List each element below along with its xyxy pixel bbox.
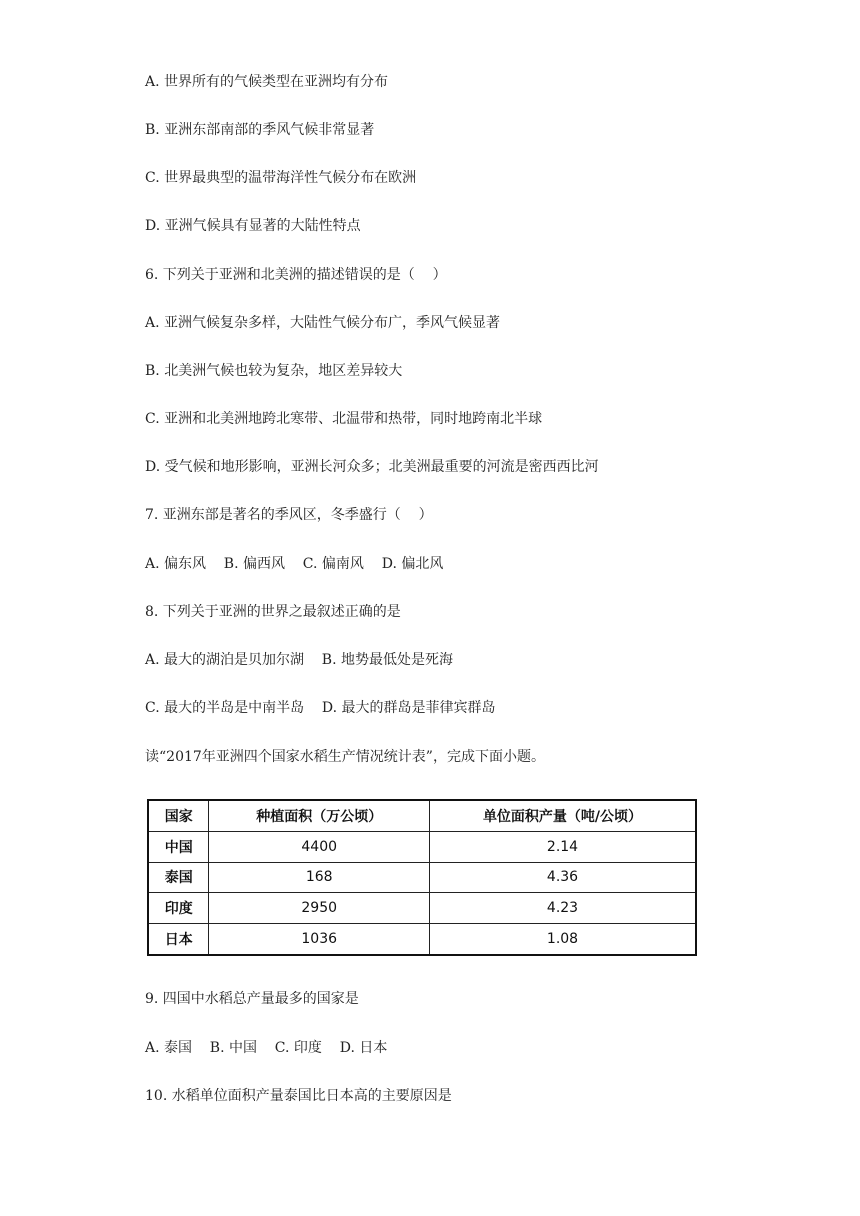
table-header-row: [148, 800, 696, 831]
cell-country: 泰国: [148, 862, 209, 893]
q6-option-a: A. 亚洲气候复杂多样，大陆性气候分布广，季风气候显著: [145, 315, 501, 331]
q5-option-c: C. 世界最典型的温带海洋性气候分布在欧洲: [145, 170, 417, 186]
table-intro: 读“2017年亚洲四个国家水稻生产情况统计表”，完成下面小题。: [145, 749, 545, 765]
header-country: 国家: [148, 800, 209, 831]
header-area: 种植面积（万公顷）: [209, 800, 430, 831]
cell-yield: 4.36: [430, 862, 697, 893]
q5-option-b: B. 亚洲东部南部的季风气候非常显著: [145, 122, 375, 138]
q6-option-c: C. 亚洲和北美洲地跨北寒带、北温带和热带，同时地跨南北半球: [145, 411, 543, 427]
q7-stem: 7. 亚洲东部是著名的季风区，冬季盛行（ ）: [145, 507, 433, 523]
q7-options: A. 偏东风 B. 偏西风 C. 偏南风 D. 偏北风: [145, 556, 444, 572]
cell-yield: 1.08: [430, 924, 697, 955]
q5-option-d: D. 亚洲气候具有显著的大陆性特点: [145, 218, 361, 234]
cell-yield: 4.23: [430, 893, 697, 924]
q9-stem: 9. 四国中水稻总产量最多的国家是: [145, 991, 359, 1007]
cell-area: 4400: [209, 831, 430, 862]
q6-option-d: D. 受气候和地形影响，亚洲长河众多；北美洲最重要的河流是密西西比河: [145, 459, 599, 475]
q5-option-a: A. 世界所有的气候类型在亚洲均有分布: [145, 74, 389, 90]
table-row: [148, 831, 696, 862]
q6-stem: 6. 下列关于亚洲和北美洲的描述错误的是（ ）: [145, 267, 447, 283]
q9-options: A. 泰国 B. 中国 C. 印度 D. 日本: [145, 1040, 388, 1056]
rice-production-table: [147, 799, 697, 956]
cell-area: 1036: [209, 924, 430, 955]
q10-stem: 10. 水稻单位面积产量泰国比日本高的主要原因是: [145, 1088, 452, 1104]
header-yield: 单位面积产量（吨/公顷）: [430, 800, 697, 831]
table-row: [148, 924, 696, 955]
q8-stem: 8. 下列关于亚洲的世界之最叙述正确的是: [145, 604, 401, 620]
cell-country: 印度: [148, 893, 209, 924]
cell-country: 中国: [148, 831, 209, 862]
q8-options-cd: C. 最大的半岛是中南半岛 D. 最大的群岛是菲律宾群岛: [145, 700, 496, 716]
table-row: [148, 893, 696, 924]
q8-options-ab: A. 最大的湖泊是贝加尔湖 B. 地势最低处是死海: [145, 652, 453, 668]
cell-yield: 2.14: [430, 831, 697, 862]
table-row: [148, 862, 696, 893]
cell-area: 168: [209, 862, 430, 893]
cell-country: 日本: [148, 924, 209, 955]
q6-option-b: B. 北美洲气候也较为复杂，地区差异较大: [145, 363, 403, 379]
cell-area: 2950: [209, 893, 430, 924]
